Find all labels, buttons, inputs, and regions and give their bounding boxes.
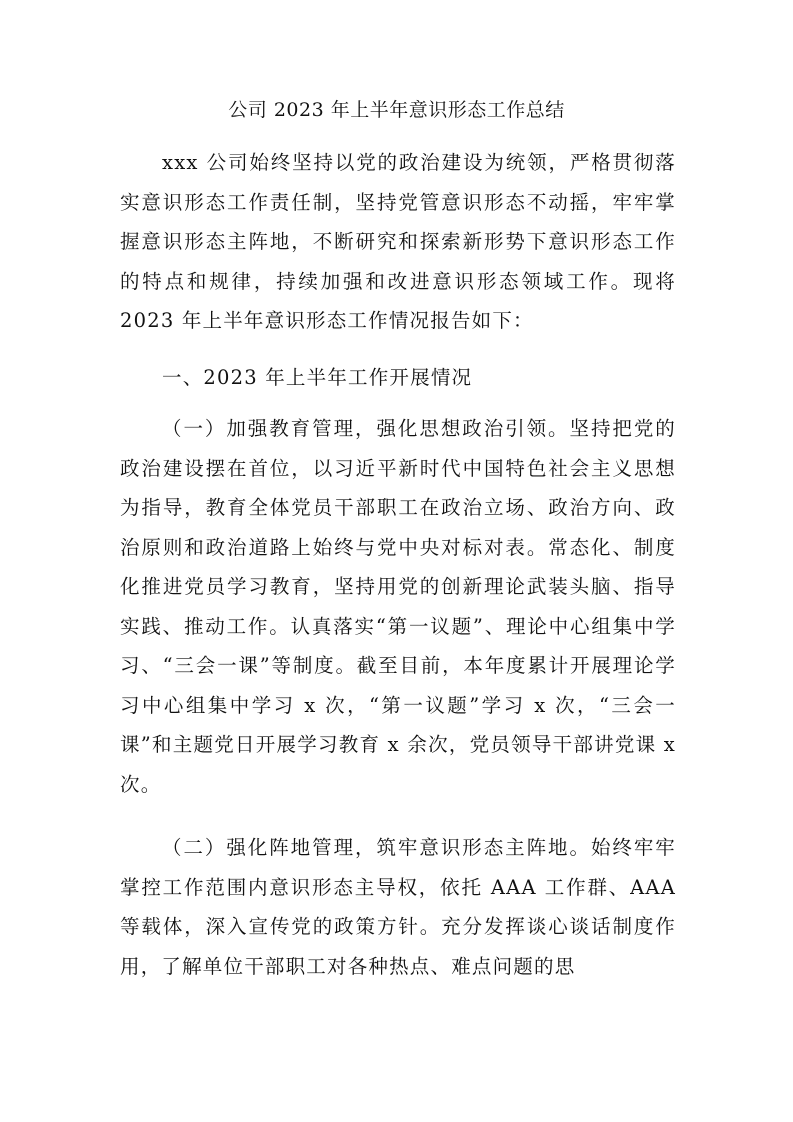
item2-paragraph: （二）强化阵地管理，筑牢意识形态主阵地。始终牢牢掌控工作范围内意识形态主导权，依托 AAA 工作群、AAA 等载体，深入宣传党的政策方针。充分发挥谈心谈话制度作用，了解单位干部职工对各种热点、难点问题的思 bbox=[120, 836, 676, 978]
document-title: 公司 2023 年上半年意识形态工作总结 bbox=[228, 99, 565, 121]
item1-paragraph: （一）加强教育管理，强化思想政治引领。坚持把党的政治建设摆在首位，以习近平新时代中国特色社会主义思想为指导，教育全体党员干部职工在政治立场、政治方向、政治原则和政治道路上始终与党中央对标对表。常态化、制度化推进党员学习教育，坚持用党的创新理论武装头脑、指导实践、推动工作。认真落实“第一议题”、理论中心组集中学习、“三会一课”等制度。截至目前，本年度累计开展理论学习中心组集中学习 x 次，“第一议题”学习 x 次，“三会一课”和主题党日开展学习教育 x 余次，党员领导干部讲党课 x 次。 bbox=[120, 417, 676, 796]
section-heading: 一、2023 年上半年工作开展情况 bbox=[162, 366, 473, 389]
intro-paragraph: xxx 公司始终坚持以党的政治建设为统领，严格贯彻落实意识形态工作责任制，坚持党管意识形态不动摇，牢牢掌握意识形态主阵地，不断研究和探索新形势下意识形态工作的特点和规律，持续加强和改进意识形态领域工作。现将 2023 年上半年意识形态工作情况报告如下： bbox=[120, 151, 676, 332]
